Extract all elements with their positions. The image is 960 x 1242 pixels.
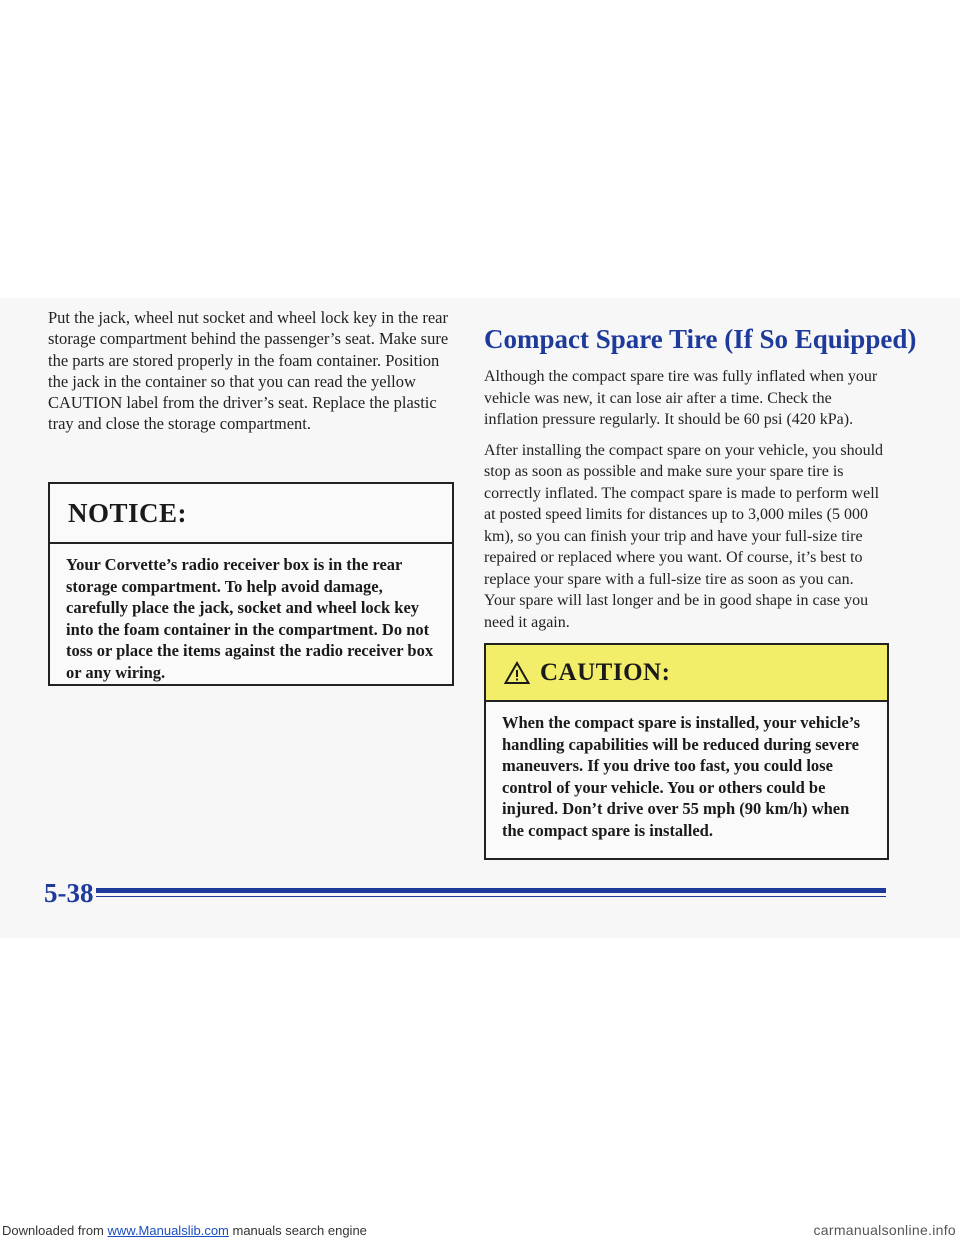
caution-header (486, 645, 887, 702)
notice-heading: NOTICE: (50, 484, 452, 544)
notice-body: Your Corvette’s radio receiver box is in the rear storage compartment. To help avoid damage, carefully place the jack, socket and wheel lock key into the foam container in the compartment. Do not toss or place the items against the radio receiver box or any wiring. (66, 555, 434, 682)
right-column (484, 322, 917, 633)
inflation-paragraph: Although the compact spare tire was fully inflated when your vehicle was new, it can lose air after a time. Check the inflation pressure regularly. It should be 60 psi (420 kPa). (484, 368, 878, 428)
download-prefix: Downloaded from (2, 1223, 108, 1238)
notice-box (48, 482, 454, 686)
footer-rule (96, 888, 886, 893)
storage-instructions-paragraph: Put the jack, wheel nut socket and wheel lock key in the rear storage compartment behind the passenger’s seat. Make sure the parts are stored properly in the foam container. Position the jack in the container so that you can read the yellow CAUTION label from the driver’s seat. Replace the plastic tray and close the storage compartment. (48, 308, 449, 434)
download-notice (2, 1223, 367, 1238)
manualslib-link[interactable]: www.Manualslib.com (107, 1223, 229, 1238)
footer-rule-thin (96, 896, 886, 897)
watermark-text: carmanualsonline.info (813, 1222, 956, 1238)
page-number: 5-38 (44, 878, 94, 908)
download-banner (0, 1222, 960, 1242)
caution-body: When the compact spare is installed, your vehicle’s handling capabilities will be reduced during severe maneuvers. If you drive too fast, you could lose control of your vehicle. You or others could be injured. Don’t drive over 55 mph (90 km/h) when the compact spare is installed. (502, 713, 861, 840)
caution-heading: CAUTION: (540, 658, 671, 686)
download-suffix: manuals search engine (228, 1223, 367, 1238)
installation-paragraph: After installing the compact spare on your vehicle, you should stop as soon as possible and make sure your spare tire is correctly inflated. The compact spare is made to perform well at posted speed limits for distances up to 3,000 miles (5 000 km), so you can finish your trip and have your full-size tire repaired or replaced where you want. Of course, it’s best to replace your spare with a full-size tire as soon as you can. Your spare will last longer and be in good shape in case you need it again. (484, 441, 884, 631)
left-column (48, 307, 456, 435)
warning-triangle-icon (504, 661, 530, 685)
section-title: Compact Spare Tire (If So Equipped) (484, 324, 917, 354)
caution-box (484, 643, 889, 860)
